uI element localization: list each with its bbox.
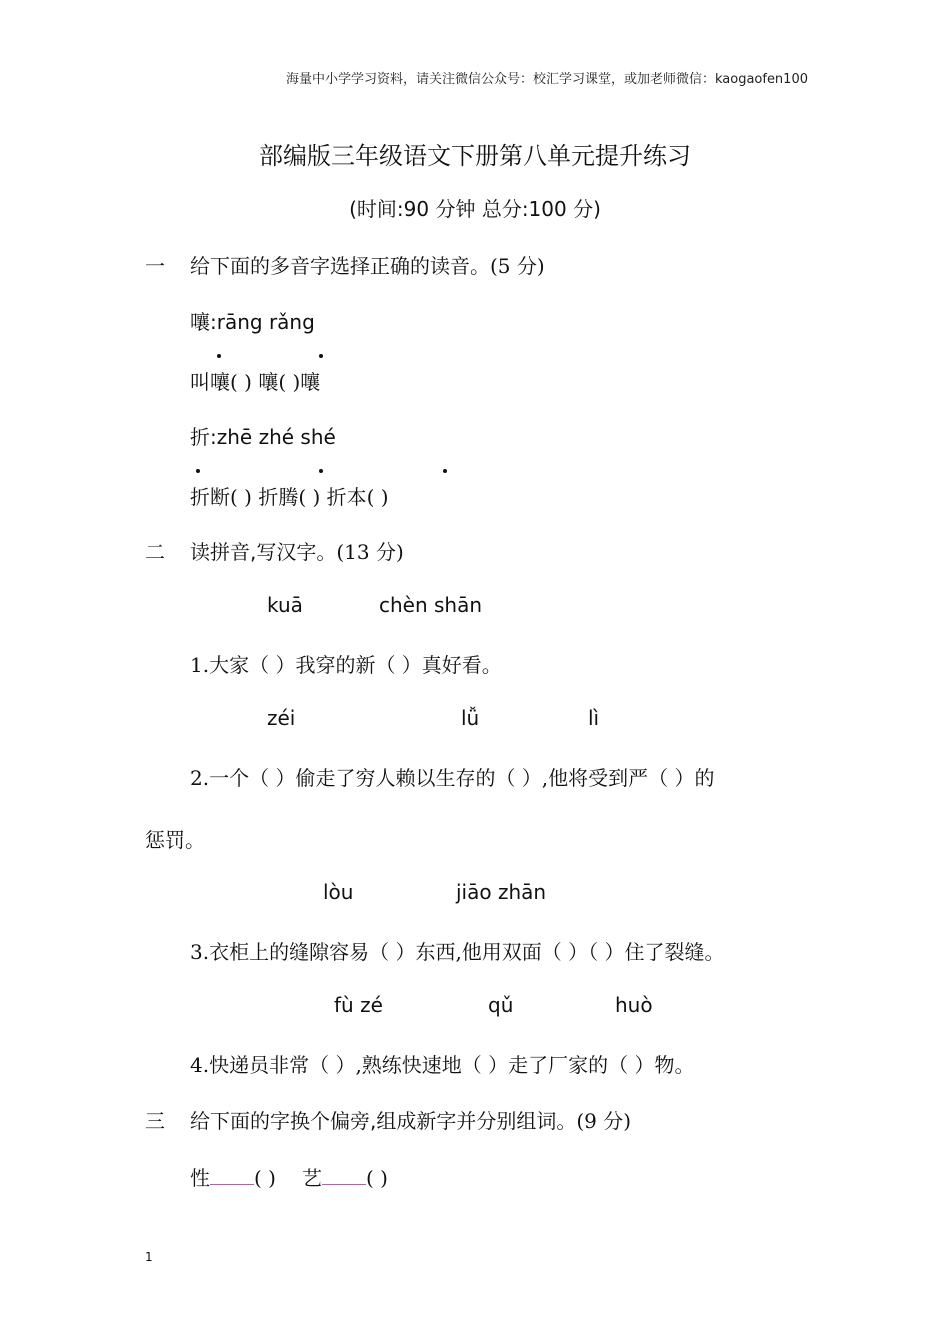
section-1-heading (190, 250, 545, 279)
section-2-score: (13 分) (336, 540, 404, 564)
section-3-number: 三 (145, 1109, 165, 1133)
section-1-title: 给下面的多音字选择正确的读音。 (190, 254, 490, 278)
pinyin-zei: zéi (267, 706, 296, 730)
page-number: 1 (145, 1250, 153, 1264)
pinyin-lv: lǚ (461, 706, 480, 730)
pinyin-lou: lòu (323, 880, 354, 904)
question-2-continued: 惩罚。 (145, 828, 205, 852)
rang-question-line: 叫嚷( ) 嚷( )嚷 (190, 370, 321, 394)
question-4: 4.快递员非常（ ）,熟练快速地（ ）走了厂家的（ ）物。 (190, 1053, 695, 1077)
pinyin-kua: kuā (267, 593, 303, 617)
emphasis-dot (319, 354, 323, 358)
pinyin-huo: huò (615, 993, 653, 1017)
emphasis-dot (196, 469, 200, 473)
pinyin-chenshan: chèn shān (379, 593, 483, 617)
zhe-question-line: 折断( ) 折腾( ) 折本( ) (190, 485, 389, 509)
question-1: 1.大家（ ）我穿的新（ ）真好看。 (190, 653, 502, 677)
pinyin-fuze: fù zé (334, 993, 383, 1017)
section-1-score: (5 分) (490, 254, 545, 278)
section-3-heading (190, 1105, 631, 1134)
section-2-number: 二 (145, 540, 165, 564)
emphasis-dot (443, 469, 447, 473)
section-2-title: 读拼音,写汉字。 (190, 540, 337, 564)
rang-pinyin-options: 嚷:rāng rǎng (190, 310, 315, 334)
pinyin-jiaozhan: jiāo zhān (456, 880, 547, 904)
header-note: 海量中小学学习资料，请关注微信公众号：校汇学习课堂，或加老师微信：kaogaofen100 (285, 72, 808, 87)
section-1-number: 一 (145, 254, 165, 278)
question-3: 3.衣柜上的缝隙容易（ ）东西,他用双面（ ）（ ）住了裂缝。 (190, 940, 725, 964)
word-paren[interactable]: ( ) (254, 1166, 276, 1190)
answer-blank[interactable] (210, 1166, 254, 1185)
section-3-score: (9 分) (576, 1109, 632, 1133)
word-paren[interactable]: ( ) (365, 1166, 388, 1190)
pinyin-qu: qǔ (488, 993, 514, 1017)
emphasis-dot (319, 469, 323, 473)
pinyin-li: lì (588, 706, 600, 730)
char-xing: 性 (190, 1166, 210, 1190)
page-title: 部编版三年级语文下册第八单元提升练习 (259, 142, 691, 170)
zhe-pinyin-options: 折:zhē zhé shé (190, 425, 336, 449)
replace-radical-line (190, 1162, 388, 1191)
page-subtitle: (时间:90 分钟 总分:100 分) (349, 197, 601, 221)
section-3-title: 给下面的字换个偏旁,组成新字并分别组词。 (190, 1109, 577, 1133)
answer-blank[interactable] (322, 1166, 366, 1185)
emphasis-dot (217, 354, 221, 358)
char-yi: 艺 (301, 1166, 322, 1190)
section-2-heading (190, 536, 404, 565)
question-2: 2.一个（ ）偷走了穷人赖以生存的（ ）,他将受到严（ ）的 (190, 766, 715, 790)
